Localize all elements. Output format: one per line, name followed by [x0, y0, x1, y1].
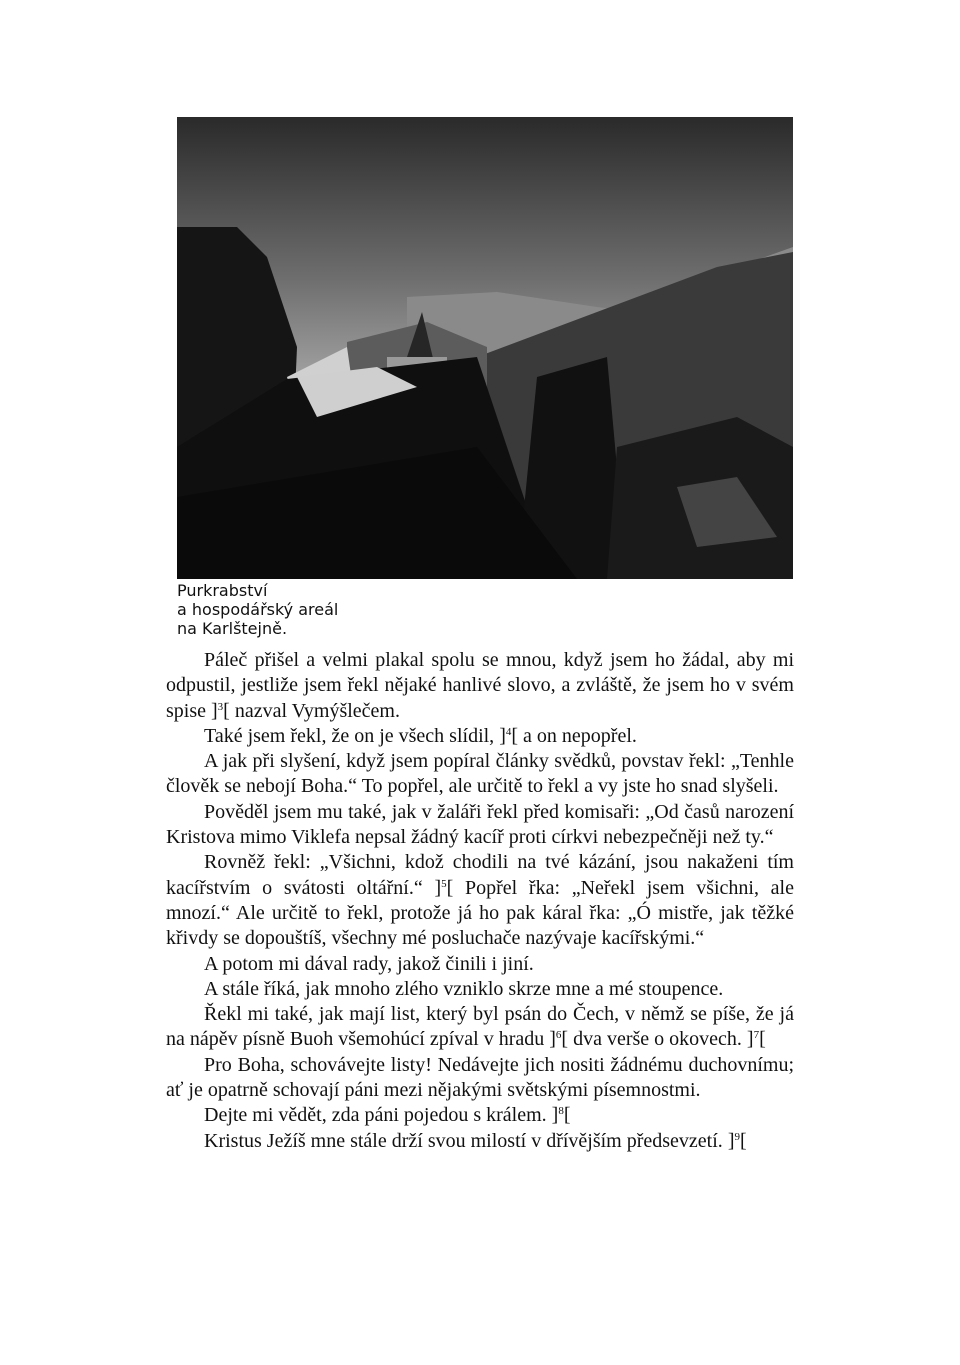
footnote-marker: ]$^6$[	[549, 1028, 569, 1051]
footnote-marker: ]$^7$[	[746, 1028, 766, 1051]
photo-caption	[177, 581, 477, 638]
footnote-number: 8	[558, 1105, 564, 1118]
paragraph-text: Rovněž řekl: „Všichni, kdož chodili na tvé kázání, jsou nakaženi tím kacířstvím o svátosti oltářní.“	[166, 851, 794, 899]
caption-line: a hospodářský areál	[177, 600, 339, 619]
paragraph	[166, 1103, 794, 1128]
paragraph-text: nazval Vymýšlečem.	[229, 699, 400, 722]
paragraph	[166, 977, 794, 1002]
footnote-number: 7	[753, 1029, 760, 1042]
paragraph-text: A jak při slyšení, když jsem popíral články svědků, povstav řekl: „Tenhle člověk se nebojí Boha.“ To popřel, ale určitě to řekl a vy jste ho snad slyšeli.	[166, 750, 794, 798]
footnote-number: 3	[217, 700, 224, 713]
body-text	[166, 648, 794, 1154]
caption-line: na Karlštejně.	[177, 619, 288, 638]
paragraph-text: Páleč přišel a velmi plakal spolu se mnou, když jsem ho žádal, aby mi odpustil, jestliže jsem řekl nějaké hanlivé slovo, a zvláště, že jsem ho v svém spise	[166, 649, 794, 722]
paragraph-text: a on nepopřel.	[518, 724, 637, 747]
footnote-marker: ]$^4$[	[499, 724, 519, 747]
paragraph-text: Pověděl jsem mu také, jak v žaláři řekl před komisaři: „Od časů narození Kristova mimo Viklefa nepsal žádný kacíř proti církvi nebezpečněji než ty.“	[166, 800, 794, 849]
photograph-karlstejn	[177, 117, 793, 579]
paragraph-text: dva verše o okovech.	[568, 1028, 747, 1051]
footnote-marker: ]$^9$[	[727, 1129, 747, 1152]
paragraph	[166, 800, 794, 851]
paragraph	[166, 749, 794, 800]
paragraph	[166, 850, 794, 951]
footnote-number: 5	[441, 877, 447, 890]
paragraph-text: A potom mi dával rady, jakož činili i jiní.	[204, 952, 534, 975]
paragraph	[166, 648, 794, 724]
paragraph	[166, 1129, 794, 1154]
footnote-number: 6	[555, 1029, 562, 1042]
paragraph-text: A stále říká, jak mnoho zlého vzniklo skrze mne a mé stoupence.	[204, 977, 724, 1000]
paragraph-text: Kristus Ježíš mne stále drží svou milostí v dřívějším předsevzetí.	[204, 1129, 728, 1152]
footnote-number: 9	[734, 1130, 740, 1143]
paragraph	[166, 1002, 794, 1053]
caption-line: Purkrabství	[177, 581, 268, 600]
paragraph	[166, 724, 794, 749]
footnote-number: 4	[505, 725, 512, 738]
footnote-marker: ]$^8$[	[551, 1104, 571, 1127]
castle-landscape-image	[177, 117, 793, 579]
paragraph	[166, 1053, 794, 1104]
paragraph-text: Popřel řka: „Neřekl jsem všichni, ale mnozí.“ Ale určitě to řekl, protože já ho pak káral řka: „Ó mistře, jak těžké křivdy se dopouštíš, všechny mé posluchače nazývaje kacířskými.“	[166, 876, 794, 950]
paragraph-text: Řekl mi také, jak mají list, který byl psán do Čech, v němž se píše, že já na nápěv písně Buoh všemohúcí zpíval v hradu	[166, 1003, 794, 1051]
footnote-marker: ]$^5$[	[434, 876, 454, 899]
paragraph-text: Dejte mi vědět, zda páni pojedou s králem.	[204, 1104, 552, 1127]
paragraph-text: Pro Boha, schovávejte listy! Nedávejte jich nositi žádnému duchovnímu; ať je opatrně schovají páni mezi nějakými světskými písemnostmi.	[166, 1053, 794, 1102]
paragraph-text: Také jsem řekl, že on je všech slídil,	[204, 724, 500, 747]
footnote-marker: ]$^3$[	[211, 699, 230, 722]
paragraph	[166, 952, 794, 977]
